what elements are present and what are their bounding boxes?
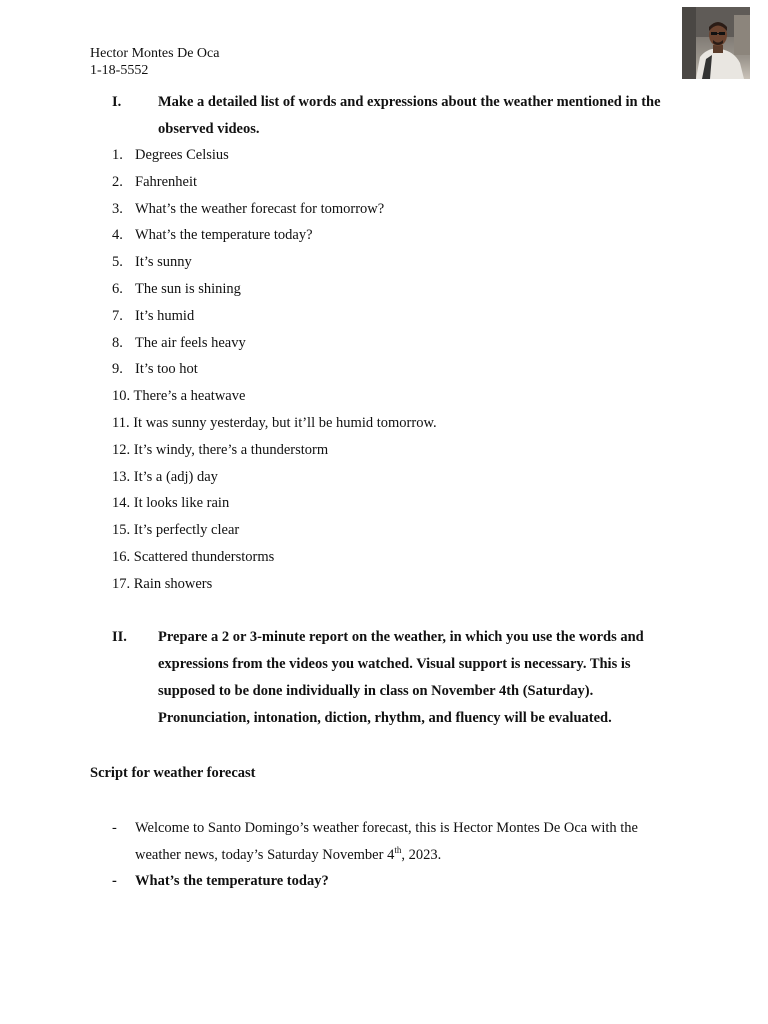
list-item: 11. It was sunny yesterday, but it’ll be humid tomorrow.	[112, 414, 437, 431]
list-item: 5. It’s sunny	[112, 254, 192, 271]
script-title: Script for weather forecast	[90, 765, 256, 781]
list-item: 4. What’s the temperature today?	[112, 227, 313, 244]
weather-expressions-list	[112, 142, 672, 598]
script-line: - Welcome to Santo Domingo’s weather forecast, this is Hector Montes De Oca with the weather news, today’s Saturday November 4th, 2023.	[112, 820, 638, 863]
section-2-heading-text: Prepare a 2 or 3-minute report on the weather, in which you use the words and expressions from the videos you watched. Visual support is necessary. This is supposed to be done individually in class on November 4th (Saturday). Pronunciation, intonation, diction, rhythm, and fluency will be evaluated.	[158, 629, 644, 726]
list-item: 2. Fahrenheit	[112, 173, 198, 190]
list-item: 16. Scattered thunderstorms	[112, 548, 275, 565]
list-item: 12. It’s windy, there’s a thunderstorm	[112, 441, 329, 458]
section-1-numeral: I.	[112, 94, 122, 110]
list-item: 6. The sun is shining	[112, 280, 241, 297]
list-item: 7. It’s humid	[112, 307, 195, 324]
list-item: 13. It’s a (adj) day	[112, 468, 218, 485]
list-item: 15. It’s perfectly clear	[112, 522, 240, 539]
section-2-numeral: II.	[112, 629, 127, 645]
student-id: 1-18-5552	[90, 63, 149, 78]
list-item: 10. There’s a heatwave	[112, 388, 246, 405]
section-1-heading	[112, 89, 672, 143]
list-item: 14. It looks like rain	[112, 495, 230, 512]
script-line: - What’s the temperature today?	[112, 873, 329, 889]
list-item: 3. What’s the weather forecast for tomorrow?	[112, 200, 385, 217]
author-name: Hector Montes De Oca	[90, 46, 220, 61]
list-item: 9. It’s too hot	[112, 361, 198, 378]
person-photo-icon	[682, 7, 750, 79]
list-item: 17. Rain showers	[112, 575, 213, 592]
list-item: 8. The air feels heavy	[112, 334, 246, 351]
section-2-heading	[112, 624, 672, 732]
list-item: 1. Degrees Celsius	[112, 147, 229, 163]
profile-photo	[682, 7, 750, 79]
section-1-heading-text: Make a detailed list of words and expressions about the weather mentioned in the observed videos.	[158, 94, 661, 137]
